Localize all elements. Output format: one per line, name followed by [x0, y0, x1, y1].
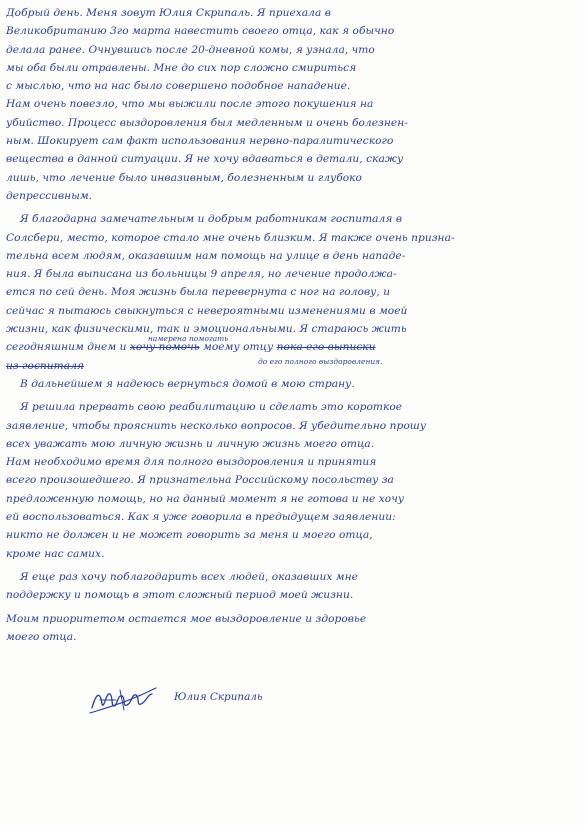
letter-line: депрессивным.: [6, 189, 93, 202]
letter-line: поддержку и помощь в этот сложный период моей жизни.: [6, 589, 354, 602]
handwritten-insertion: намерена помогать: [148, 334, 229, 344]
letter-line: вещества в данной ситуации. Я не хочу вдаваться в детали, скажу: [6, 153, 404, 166]
letter-line-corrected: [6, 357, 578, 375]
letter-line: никто не должен и не может говорить за меня и моего отца,: [6, 529, 373, 542]
signature-name: Юлия Скрипаль: [174, 691, 263, 703]
crossed-out-text: пока его выписки: [276, 341, 376, 354]
letter-line: Нам необходимо время для полного выздоровления и принятия: [6, 456, 377, 469]
letter-line: Великобританию 3го марта навестить своего отца, как я обычно: [6, 25, 395, 38]
handwritten-signature-icon: [86, 680, 160, 720]
letter-line: жизни, как физическими, так и эмоциональными. Я стараюсь жить: [6, 323, 407, 336]
letter-line: тельна всем людям, оказавшим нам помощь на улице в день нападе-: [6, 249, 406, 262]
letter-line: убийство. Процесс выздоровления был медленным и очень болезнен-: [6, 116, 408, 129]
handwritten-insertion: до его полного выздоровления.: [258, 356, 383, 366]
handwritten-letter: [6, 4, 578, 646]
letter-line: Я благодарна замечательным и добрым работникам госпиталя в: [20, 213, 403, 226]
letter-text: сегодняшним днем и: [6, 341, 127, 354]
paragraph-5: [6, 610, 578, 647]
letter-line: всего произошедшего. Я признательна Российскому посольству за: [6, 474, 394, 487]
letter-line: Я решила прервать свою реабилитацию и сделать это короткое: [20, 401, 403, 414]
crossed-out-text: хочу помочь: [129, 341, 200, 354]
paragraph-1: [6, 4, 578, 205]
letter-line: Нам очень повезло, что мы выжили после этого покушения на: [6, 98, 374, 111]
letter-line: предложенную помощь, но на данный момент я не готова и не хочу: [6, 492, 405, 505]
letter-line: мы оба были отравлены. Мне до сих пор сложно смириться: [6, 61, 357, 74]
letter-line: В дальнейшем я надеюсь вернуться домой в мою страну.: [20, 377, 355, 390]
signature-block: [86, 680, 386, 720]
letter-line: моего отца.: [6, 630, 77, 643]
letter-line: кроме нас самих.: [6, 547, 105, 560]
letter-line: заявление, чтобы прояснить несколько вопросов. Я убедительно прошу: [6, 419, 427, 432]
letter-line-corrected: [6, 334, 578, 356]
letter-line: ния. Я была выписана из больницы 9 апреля, но лечение продолжа-: [6, 268, 397, 281]
letter-line: Моим приоритетом остается мое выздоровление и здоровье: [6, 612, 367, 625]
letter-line: лишь, что лечение было инвазивным, болезненным и глубоко: [6, 171, 362, 184]
letter-line: ным. Шокирует сам факт использования нервно-паралитического: [6, 135, 394, 148]
letter-line: сейчас я пытаюсь свыкнуться с невероятными изменениями в моей: [6, 304, 408, 317]
paragraph-2: [6, 210, 578, 393]
letter-line: Добрый день. Меня зовут Юлия Скрипаль. Я приехала в: [6, 7, 331, 19]
crossed-out-text: из госпиталя: [6, 359, 84, 372]
letter-text: моему отцу: [203, 341, 274, 354]
letter-line: Я еще раз хочу поблагодарить всех людей, оказавших мне: [20, 570, 358, 583]
letter-line: ей воспользоваться. Как я уже говорила в предыдущем заявлении:: [6, 511, 396, 524]
letter-line: ется по сей день. Моя жизнь была перевернута с ног на голову, и: [6, 286, 391, 299]
letter-line: делала ранее. Очнувшись после 20-дневной комы, я узнала, что: [6, 43, 375, 56]
paragraph-3: [6, 398, 578, 563]
letter-line: всех уважать мою личную жизнь и личную жизнь моего отца.: [6, 437, 375, 450]
letter-line: Солсбери, место, которое стало мне очень близким. Я также очень призна-: [6, 231, 455, 244]
letter-line: с мыслью, что на нас было совершено подобное нападение.: [6, 80, 351, 93]
paragraph-4: [6, 568, 578, 605]
